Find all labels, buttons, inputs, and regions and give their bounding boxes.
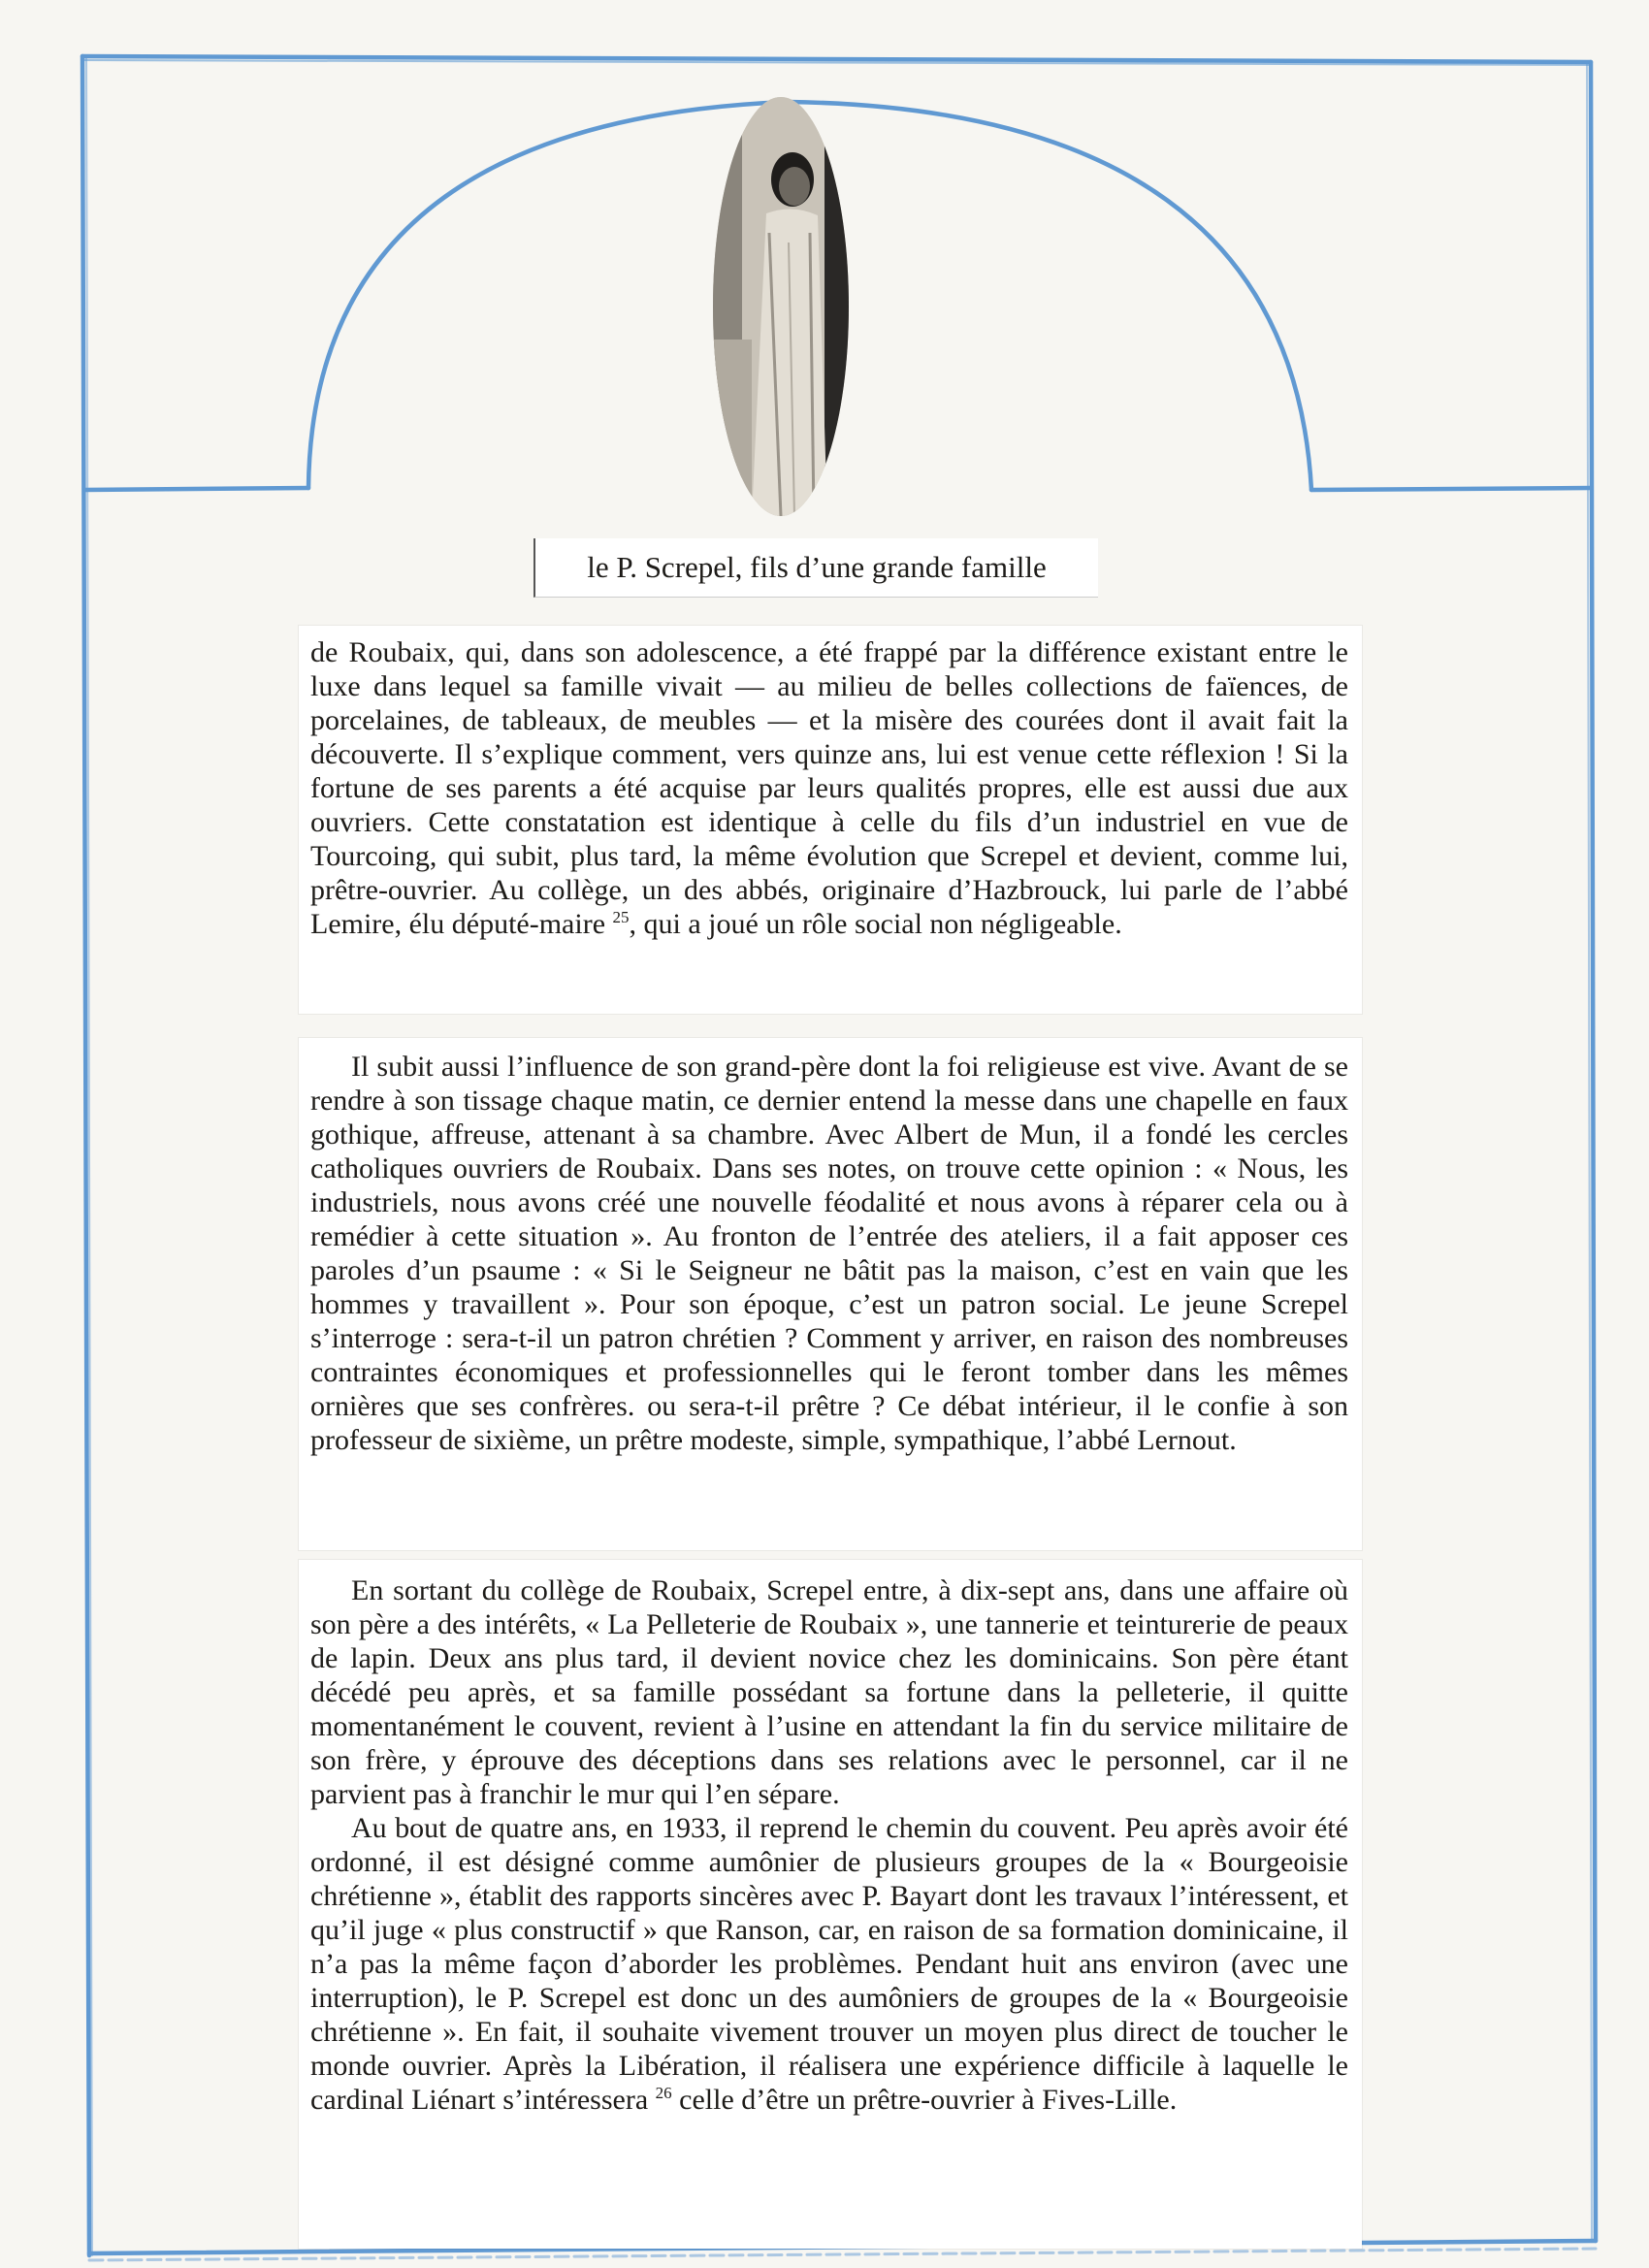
paragraph-4: Au bout de quatre ans, en 1933, il reprend le chemin du couvent. Peu après avoir été ordonné, il est désigné comme aumônier de plusieurs groupes de la « Bourgeoisie chrétienne », établit des rapports sincères avec P. Bayart dont les travaux l’intéressent, et qu’il juge « plus constructif » que Ranson, car, en raison de sa formation dominicaine, il n’a pas la même façon d’aborder les problèmes. Pendant huit ans environ (avec une interruption), le P. Screpel est donc un des aumôniers de groupes de la « Bourgeoisie chrétienne ». En fait, il souhaite vivement trouver un moyen plus direct de toucher le monde ouvrier. Après la Libération, il réalisera une expérience difficile à laquelle le cardinal Liénart s’intéressera $^{26}$ celle d’être un prêtre-ouvrier à Fives-Lille. — [310, 1812, 1348, 2116]
footnote-25: 25 — [612, 908, 630, 926]
paragraph-1: de Roubaix, qui, dans son adolescence, a été frappé par la différence existant entre le luxe dans lequel sa famille vivait — au milieu de belles collections de faïences, de porcelaines, de tableaux, de meubles — et la misère des courées dont il avait fait la découverte. Il s’explique comment, vers quinze ans, lui est venue cette réflexion ! Si la fortune de ses parents a été acquise par leurs qualités propres, elle est aussi due aux ouvriers. Cette constatation est identique à celle du fils d’un industriel en vue de Tourcoing, qui subit, plus tard, la même évolution que Screpel et devient, comme lui, prêtre-ouvrier. Au collège, un des abbés, originaire d’Hazbrouck, lui parle de l’abbé Lemire, élu député-maire $^{25}$, qui a joué un rôle social non négligeable. — [310, 636, 1348, 940]
priest-portrait-icon — [713, 97, 849, 516]
paragraph-3: En sortant du collège de Roubaix, Screpel entre, à dix-sept ans, dans une affaire où son père a des intérêts, « La Pelleterie de Roubaix », une tannerie et teinturerie de peaux de lapin. Deux ans plus tard, il devient novice chez les dominicains. Son père étant décédé peu après, et sa famille possédant sa fortune dans la pelleterie, il quitte momentanément le couvent, revient à l’usine en attendant la fin du service militaire de son frère, y éprouve des déceptions dans ses relations avec le personnel, car il ne parvient pas à franchir le mur qui l’en sépare. — [310, 1574, 1348, 1810]
clipping-paragraph-2 — [299, 1038, 1362, 1550]
clipping-paragraphs-3-4 — [299, 1560, 1362, 2249]
paragraph-2: Il subit aussi l’influence de son grand-père dont la foi religieuse est vive. Avant de se rendre à son tissage chaque matin, ce dernier entend la messe dans une chapelle en faux gothique, affreuse, attenant à sa chambre. Avec Albert de Mun, il a fondé les cercles catholiques ouvriers de Roubaix. Dans ses notes, on trouve cette opinion : « Nous, les industriels, nous avons créé une nouvelle féodalité et nous avons à réparer cela ou à remédier à cette situation ». Au fronton de l’entrée des ateliers, il a fait apposer ces paroles d’un psaume : « Si le Seigneur ne bâtit pas la maison, c’est en vain que les hommes y travaillent ». Pour son époque, c’est un patron social. Le jeune Screpel s’interroge : sera-t-il un patron chrétien ? Comment y arriver, en raison des nombreuses contraintes économiques et professionnelles qui le feront tomber dans les mêmes ornières que ses confrères. ou sera-t-il prêtre ? Ce débat intérieur, il le confie à son professeur de sixième, un prêtre modeste, simple, sympathique, l’abbé Lernout. — [310, 1051, 1348, 1456]
photo-caption — [534, 538, 1098, 598]
footnote-26: 26 — [655, 2084, 672, 2102]
clipping-paragraph-1 — [299, 626, 1362, 1014]
caption-text: le P. Screpel, fils d’une grande famille — [587, 550, 1047, 584]
portrait-photo — [713, 97, 849, 516]
